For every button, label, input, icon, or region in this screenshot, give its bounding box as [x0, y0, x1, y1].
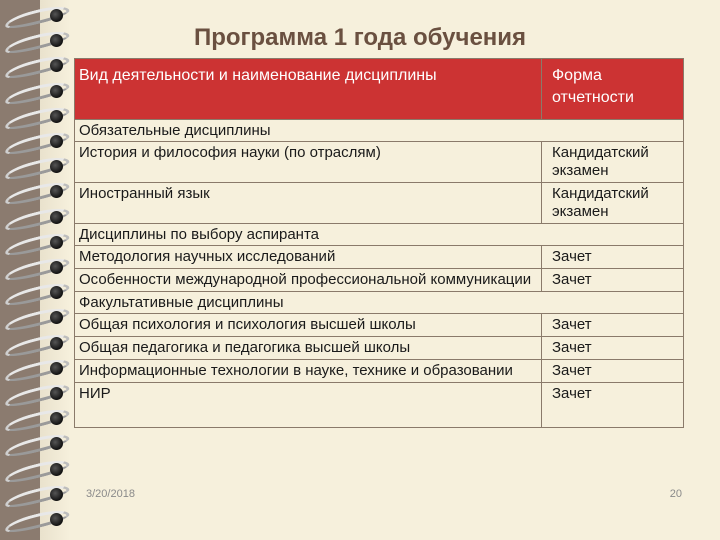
header-activity: Вид деятельности и наименование дисциплины — [75, 59, 542, 120]
report-form: Зачет — [542, 337, 684, 360]
report-form: Кандидатский экзамен — [542, 183, 684, 224]
report-form: Зачет — [542, 269, 684, 292]
binding-ring — [0, 107, 76, 125]
binding-ring — [0, 510, 76, 528]
binding-ring — [0, 132, 76, 150]
discipline-name: Общая психология и психология высшей школы — [75, 314, 542, 337]
punch-hole — [50, 362, 63, 375]
discipline-name: Общая педагогика и педагогика высшей школы — [75, 337, 542, 360]
punch-hole — [50, 286, 63, 299]
table-row — [75, 183, 684, 224]
slide-date: 3/20/2018 — [86, 488, 135, 500]
punch-hole — [50, 85, 63, 98]
table-row — [75, 360, 684, 383]
table-header-row — [75, 59, 684, 120]
punch-hole — [50, 185, 63, 198]
discipline-name: Информационные технологии в науке, технике и образовании — [75, 360, 542, 383]
binding-ring — [0, 460, 76, 478]
binding-ring — [0, 31, 76, 49]
binding-ring — [0, 258, 76, 276]
discipline-name: Особенности международной профессиональной коммуникации — [75, 269, 542, 292]
section-row — [75, 224, 684, 246]
report-form: Кандидатский экзамен — [542, 142, 684, 183]
binding-ring — [0, 283, 76, 301]
punch-hole — [50, 412, 63, 425]
punch-hole — [50, 9, 63, 22]
section-title: Обязательные дисциплины — [75, 120, 684, 142]
table-row — [75, 383, 684, 428]
discipline-name: НИР — [75, 383, 542, 428]
punch-hole — [50, 236, 63, 249]
section-title: Факультативные дисциплины — [75, 292, 684, 314]
binding-ring — [0, 82, 76, 100]
punch-hole — [50, 135, 63, 148]
header-report-form: Форма отчетности — [542, 59, 684, 120]
report-form: Зачет — [542, 246, 684, 269]
punch-hole — [50, 211, 63, 224]
punch-hole — [50, 261, 63, 274]
binding-ring — [0, 308, 76, 326]
punch-hole — [50, 437, 63, 450]
table-row — [75, 337, 684, 360]
binding-ring — [0, 233, 76, 251]
binding-ring — [0, 157, 76, 175]
punch-hole — [50, 463, 63, 476]
punch-hole — [50, 59, 63, 72]
page-number: 20 — [669, 488, 682, 500]
binding-ring — [0, 208, 76, 226]
report-form: Зачет — [542, 383, 684, 428]
section-title: Дисциплины по выбору аспиранта — [75, 224, 684, 246]
table-row — [75, 246, 684, 269]
binding-ring — [0, 56, 76, 74]
discipline-name: История и философия науки (по отраслям) — [75, 142, 542, 183]
punch-hole — [50, 160, 63, 173]
binding-ring — [0, 384, 76, 402]
curriculum-table — [74, 58, 684, 428]
table-row — [75, 269, 684, 292]
punch-hole — [50, 311, 63, 324]
report-form: Зачет — [542, 360, 684, 383]
punch-hole — [50, 488, 63, 501]
table-row — [75, 142, 684, 183]
binding-ring — [0, 485, 76, 503]
binding-ring — [0, 6, 76, 24]
punch-hole — [50, 110, 63, 123]
punch-hole — [50, 513, 63, 526]
section-row — [75, 120, 684, 142]
slide-title: Программа 1 года обучения — [193, 24, 527, 51]
binding-ring — [0, 334, 76, 352]
report-form: Зачет — [542, 314, 684, 337]
punch-hole — [50, 387, 63, 400]
discipline-name: Иностранный язык — [75, 183, 542, 224]
punch-hole — [50, 34, 63, 47]
discipline-name: Методология научных исследований — [75, 246, 542, 269]
table-row — [75, 314, 684, 337]
binding-ring — [0, 182, 76, 200]
section-row — [75, 292, 684, 314]
punch-hole — [50, 337, 63, 350]
binding-ring — [0, 359, 76, 377]
binding-ring — [0, 409, 76, 427]
binding-ring — [0, 434, 76, 452]
